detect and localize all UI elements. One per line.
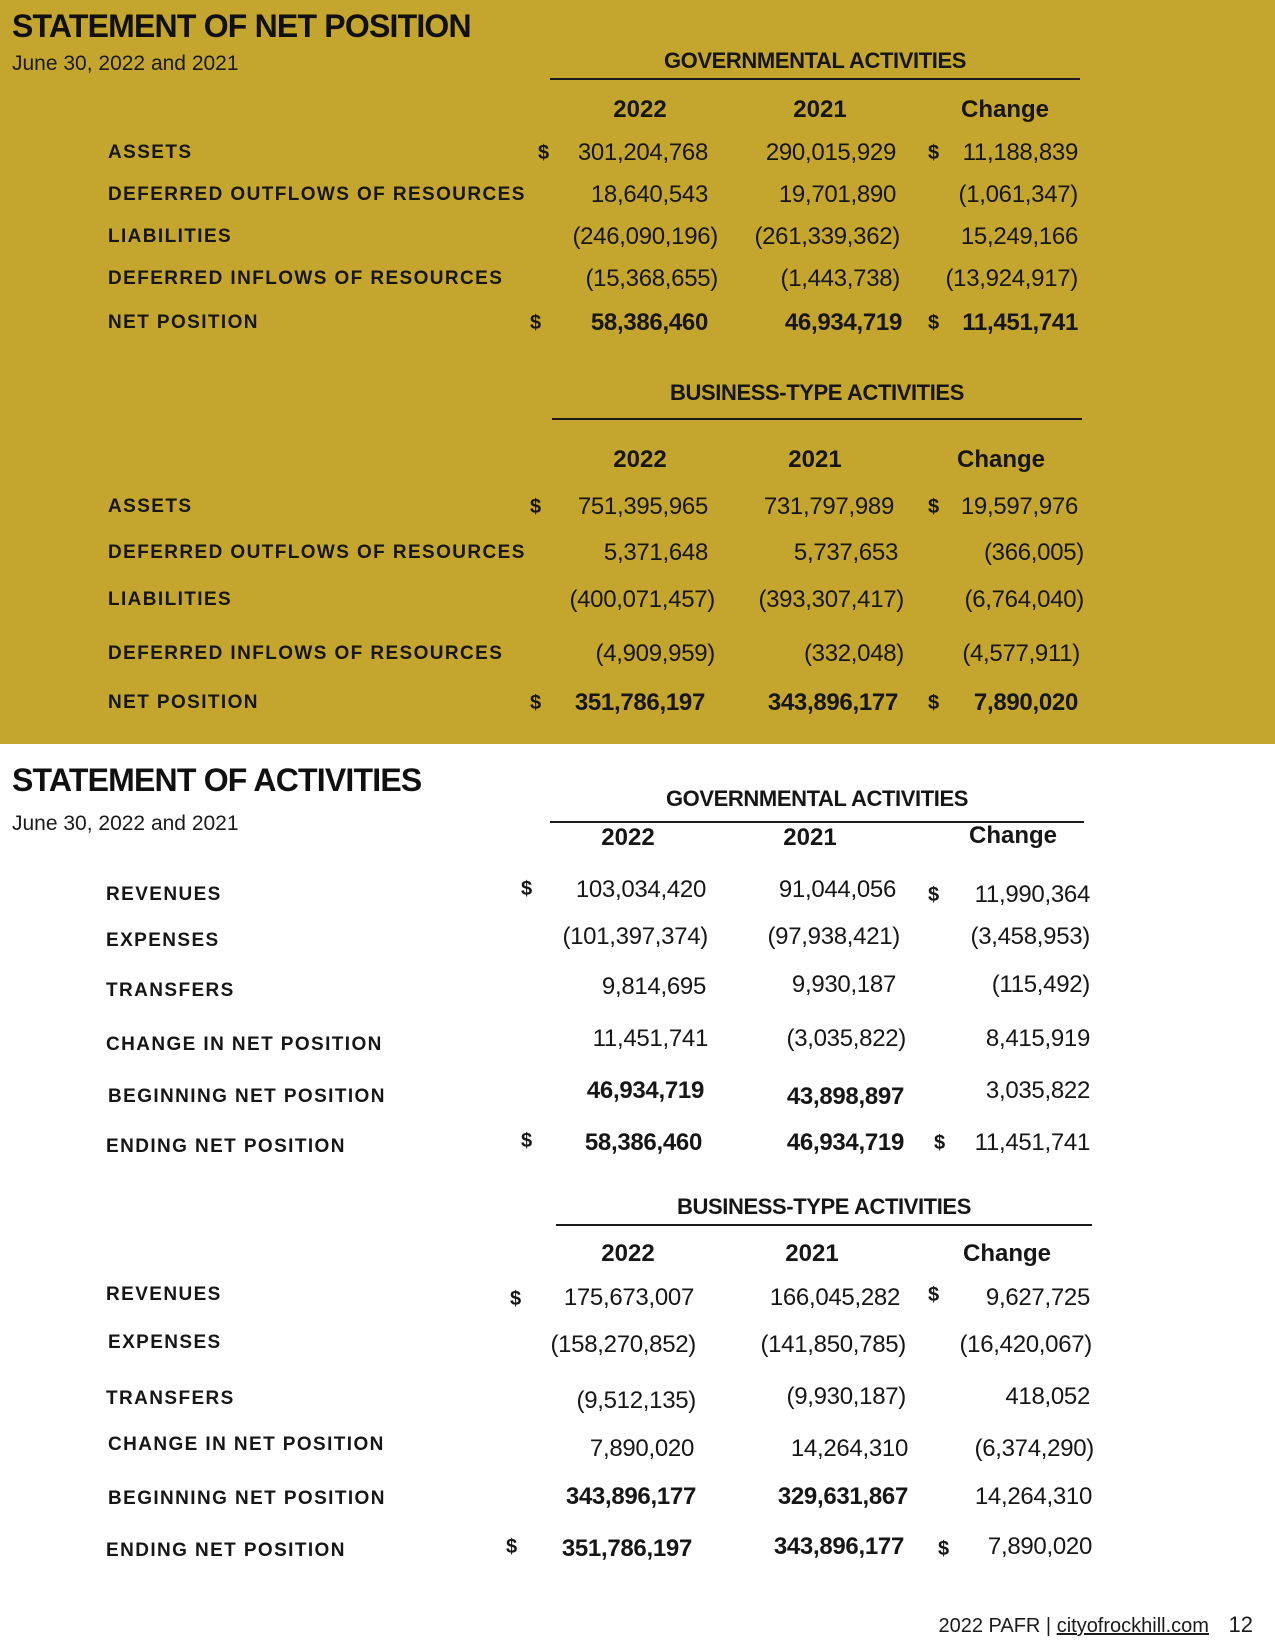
table-row [0,1130,1275,1164]
row-label: REVENUES [106,884,222,905]
value-change: 7,890,020 [973,689,1078,716]
row-label: NET POSITION [108,312,259,333]
value-change: 7,890,020 [987,1533,1092,1560]
value-2022: 18,640,543 [590,181,708,208]
currency-symbol: $ [928,142,940,164]
row-label: ASSETS [108,496,193,517]
value-2021: 91,044,056 [778,876,896,903]
value-2022: (15,368,655) [585,265,718,292]
value-2022: 46,934,719 [586,1077,704,1104]
value-2022: 351,786,197 [574,689,705,716]
col-2022: 2022 [601,1240,655,1267]
table-row [0,1025,1275,1062]
value-2021: (261,339,362) [754,223,900,250]
value-change: 8,415,919 [985,1025,1090,1052]
row-label: ENDING NET POSITION [106,1540,346,1561]
row-label: REVENUES [106,1284,222,1305]
value-2021: 343,896,177 [767,689,898,716]
col-change: Change [960,96,1049,123]
row-label: TRANSFERS [106,980,235,1001]
value-2022: 103,034,420 [575,876,706,903]
value-change: (4,577,911) [962,640,1080,667]
value-2021: 5,737,653 [793,539,898,566]
table-row [0,136,1275,170]
table-row [0,637,1275,671]
table-row [0,1382,1275,1416]
value-2022: 301,204,768 [577,139,708,166]
row-label: NET POSITION [108,692,259,713]
row-label: LIABILITIES [108,589,233,610]
value-2021: (1,443,738) [780,265,900,292]
value-change: 11,451,741 [962,309,1078,336]
col-2022: 2022 [613,446,667,473]
value-change: 3,035,822 [985,1077,1090,1104]
col-2021: 2021 [785,1240,839,1267]
section-header: BUSINESS-TYPE ACTIVITIES [670,380,964,405]
currency-symbol: $ [938,1538,950,1560]
section-header: GOVERNMENTAL ACTIVITIES [663,48,967,73]
row-label: EXPENSES [108,1332,222,1353]
value-2022: 7,890,020 [589,1435,694,1462]
table-row [0,1278,1275,1312]
currency-symbol: $ [934,1132,946,1154]
currency-symbol: $ [928,692,940,714]
value-2022: 351,786,197 [561,1535,692,1562]
value-2022: (4,909,959) [595,640,715,667]
value-change: (366,005) [983,539,1084,566]
footer-separator: | [1045,1615,1052,1637]
table-row [0,1534,1275,1568]
value-2021: 343,896,177 [773,1533,904,1560]
value-change: (13,924,917) [945,265,1078,292]
value-change: 11,990,364 [974,881,1090,908]
value-change: 11,451,741 [974,1129,1090,1156]
currency-symbol: $ [521,878,533,900]
table-row [0,878,1275,912]
table-row [0,306,1275,340]
value-change: (1,061,347) [958,181,1078,208]
value-change: (6,374,290) [974,1435,1094,1462]
col-change: Change [956,446,1045,473]
row-label: DEFERRED OUTFLOWS OF RESOURCES [108,184,526,205]
currency-symbol: $ [538,142,550,164]
value-change: (3,458,953) [970,923,1090,950]
value-2021: 290,015,929 [765,139,896,166]
header-rule [556,1224,1092,1226]
value-2021: 14,264,310 [790,1435,908,1462]
section-header: BUSINESS-TYPE ACTIVITIES [677,1194,971,1219]
section-header: GOVERNMENTAL ACTIVITIES [665,786,969,811]
currency-symbol: $ [928,312,940,334]
header-rule [552,418,1082,420]
value-2022: (158,270,852) [550,1331,696,1358]
col-2022: 2022 [601,824,655,851]
row-label: TRANSFERS [106,1388,235,1409]
table-row [0,536,1275,570]
col-2021: 2021 [793,96,847,123]
row-label: ASSETS [108,142,193,163]
row-label: LIABILITIES [108,226,233,247]
table-row [0,686,1275,720]
value-2021: (97,938,421) [767,923,900,950]
table-row [0,924,1275,958]
table-row [0,583,1275,617]
value-2022: (400,071,457) [569,586,715,613]
value-2022: (9,512,135) [576,1387,696,1414]
value-2021: (9,930,187) [786,1383,906,1410]
report-name: 2022 PAFR [938,1615,1041,1637]
value-2022: (101,397,374) [562,923,708,950]
value-change: 11,188,839 [962,139,1078,166]
value-change: 418,052 [1005,1383,1090,1410]
currency-symbol: $ [530,496,542,518]
value-2022: 751,395,965 [577,493,708,520]
row-label: CHANGE IN NET POSITION [108,1434,385,1455]
table-row [0,178,1275,212]
col-2022: 2022 [613,96,667,123]
value-2021: 46,934,719 [786,1129,904,1156]
value-2022: 11,451,741 [592,1025,708,1052]
value-2021: (393,307,417) [758,586,904,613]
row-label: ENDING NET POSITION [106,1136,346,1157]
net-position-title: STATEMENT OF NET POSITION [12,8,471,44]
row-label: DEFERRED OUTFLOWS OF RESOURCES [108,542,526,563]
header-rule [550,78,1080,80]
currency-symbol: $ [510,1288,522,1310]
row-label: BEGINNING NET POSITION [108,1086,386,1107]
currency-symbol: $ [530,312,542,334]
value-2021: 166,045,282 [769,1284,900,1311]
col-change: Change [962,1240,1051,1267]
website-link[interactable]: cityofrockhill.com [1056,1615,1209,1637]
value-2021: (332,048) [803,640,904,667]
currency-symbol: $ [928,1284,940,1306]
table-row [0,1326,1275,1360]
row-label: CHANGE IN NET POSITION [106,1034,383,1055]
page-number: 12 [1228,1612,1253,1637]
col-change: Change [968,822,1057,849]
value-2022: 5,371,648 [603,539,708,566]
activities-subtitle: June 30, 2022 and 2021 [12,812,239,835]
value-change: (115,492) [991,971,1090,998]
value-change: (6,764,040) [964,586,1084,613]
value-2022: 58,386,460 [590,309,708,336]
row-label: BEGINNING NET POSITION [108,1488,386,1509]
value-2021: 19,701,890 [778,181,896,208]
value-2022: 9,814,695 [601,973,706,1000]
currency-symbol: $ [928,496,940,518]
value-2022: (246,090,196) [572,223,718,250]
value-2021: (3,035,822) [786,1025,906,1052]
currency-symbol: $ [530,692,542,714]
table-row [0,220,1275,254]
value-change: 9,627,725 [985,1284,1090,1311]
value-2021: 9,930,187 [791,971,896,998]
row-label: DEFERRED INFLOWS OF RESOURCES [108,643,504,664]
table-row [0,1482,1275,1516]
table-row [0,1428,1275,1462]
col-2021: 2021 [783,824,837,851]
table-row [0,262,1275,296]
currency-symbol: $ [928,884,940,906]
value-2022: 58,386,460 [584,1129,702,1156]
value-2021: 46,934,719 [784,309,902,336]
row-label: EXPENSES [106,930,220,951]
value-2022: 343,896,177 [565,1483,696,1510]
value-change: 14,264,310 [974,1483,1092,1510]
value-change: (16,420,067) [959,1331,1092,1358]
col-2021: 2021 [788,446,842,473]
currency-symbol: $ [521,1130,533,1152]
table-row [0,971,1275,1008]
page-footer [938,1612,1253,1638]
net-position-subtitle: June 30, 2022 and 2021 [12,52,239,75]
currency-symbol: $ [506,1536,518,1558]
value-change: 15,249,166 [960,223,1078,250]
value-2021: (141,850,785) [760,1331,906,1358]
value-2021: 731,797,989 [763,493,894,520]
value-change: 19,597,976 [960,493,1078,520]
row-label: DEFERRED INFLOWS OF RESOURCES [108,268,504,289]
value-2021: 43,898,897 [786,1083,904,1110]
table-row [0,1077,1275,1114]
value-2021: 329,631,867 [777,1483,908,1510]
table-row [0,490,1275,524]
value-2022: 175,673,007 [563,1284,694,1311]
activities-title: STATEMENT OF ACTIVITIES [12,762,422,798]
